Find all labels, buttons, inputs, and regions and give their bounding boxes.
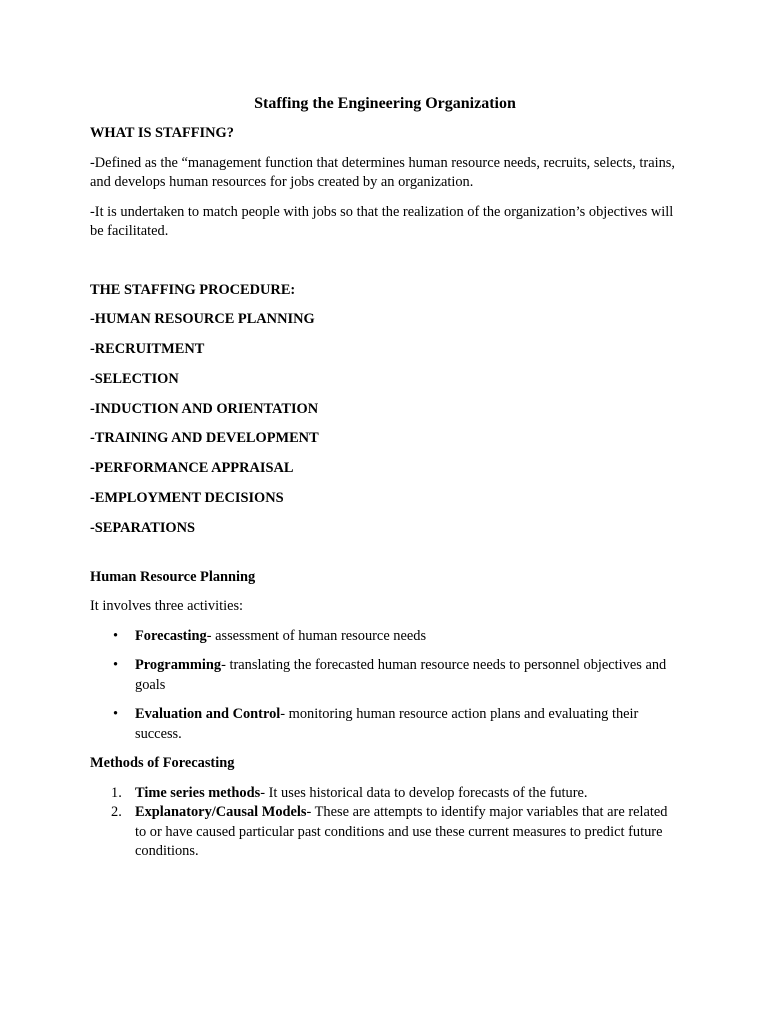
procedure-item: -EMPLOYMENT DECISIONS [90, 490, 284, 507]
list-number: 1. [111, 784, 122, 801]
list-item [90, 627, 680, 647]
activity-description: - monitoring human resource action plans and evaluating their success. [135, 706, 639, 742]
hrp-intro: It involves three activities: [90, 598, 244, 615]
bullet-icon: • [113, 706, 119, 723]
definition-paragraph: -Defined as the “management function that determines human resource needs, recruits, selects, trains, and develops human resources for jobs created by an organization. [90, 154, 675, 190]
procedure-item: -SEPARATIONS [90, 519, 196, 536]
list-number: 2. [111, 804, 122, 821]
document-title: Staffing the Engineering Organization [254, 95, 516, 112]
procedure-item: -RECRUITMENT [90, 341, 205, 358]
spacer [90, 252, 680, 281]
list-item [90, 656, 680, 695]
section-heading-what-is-staffing: WHAT IS STAFFING? [90, 125, 234, 141]
forecasting-methods-list [90, 784, 680, 862]
hrp-activities-list [90, 627, 680, 745]
method-description: - It uses historical data to develop forecasts of the future. [260, 784, 588, 801]
activity-term: Programming [135, 657, 222, 674]
document-page [90, 92, 680, 862]
method-description: - These are attempts to identify major variables that are related to or have caused particular past conditions and use these current measures to predict future conditions. [135, 804, 668, 860]
procedure-item: -PERFORMANCE APPRAISAL [90, 460, 294, 477]
activity-term: Forecasting [135, 627, 207, 644]
activity-term: Evaluation and Control [135, 706, 281, 723]
purpose-paragraph: -It is undertaken to match people with jobs so that the realization of the organization’s objectives will be facilitated. [90, 203, 674, 239]
section-heading-staffing-procedure: THE STAFFING PROCEDURE: [90, 281, 296, 298]
procedure-item: -HUMAN RESOURCE PLANNING [90, 311, 315, 328]
method-term: Time series methods [135, 784, 261, 801]
method-term: Explanatory/Causal Models [135, 804, 307, 821]
section-heading-human-resource-planning: Human Resource Planning [90, 568, 256, 585]
list-item [90, 705, 680, 744]
activity-description: - translating the forecasted human resource needs to personnel objectives and goals [135, 657, 667, 693]
list-item [90, 803, 680, 862]
bullet-icon: • [113, 657, 119, 674]
bullet-icon: • [113, 627, 119, 644]
procedure-item: -TRAINING AND DEVELOPMENT [90, 430, 319, 447]
procedure-item: -SELECTION [90, 370, 179, 387]
procedure-item: -INDUCTION AND ORIENTATION [90, 400, 319, 417]
activity-description: - assessment of human resource needs [206, 627, 427, 644]
section-heading-methods-of-forecasting: Methods of Forecasting [90, 755, 235, 772]
list-item [90, 784, 680, 804]
spacer [90, 549, 680, 568]
